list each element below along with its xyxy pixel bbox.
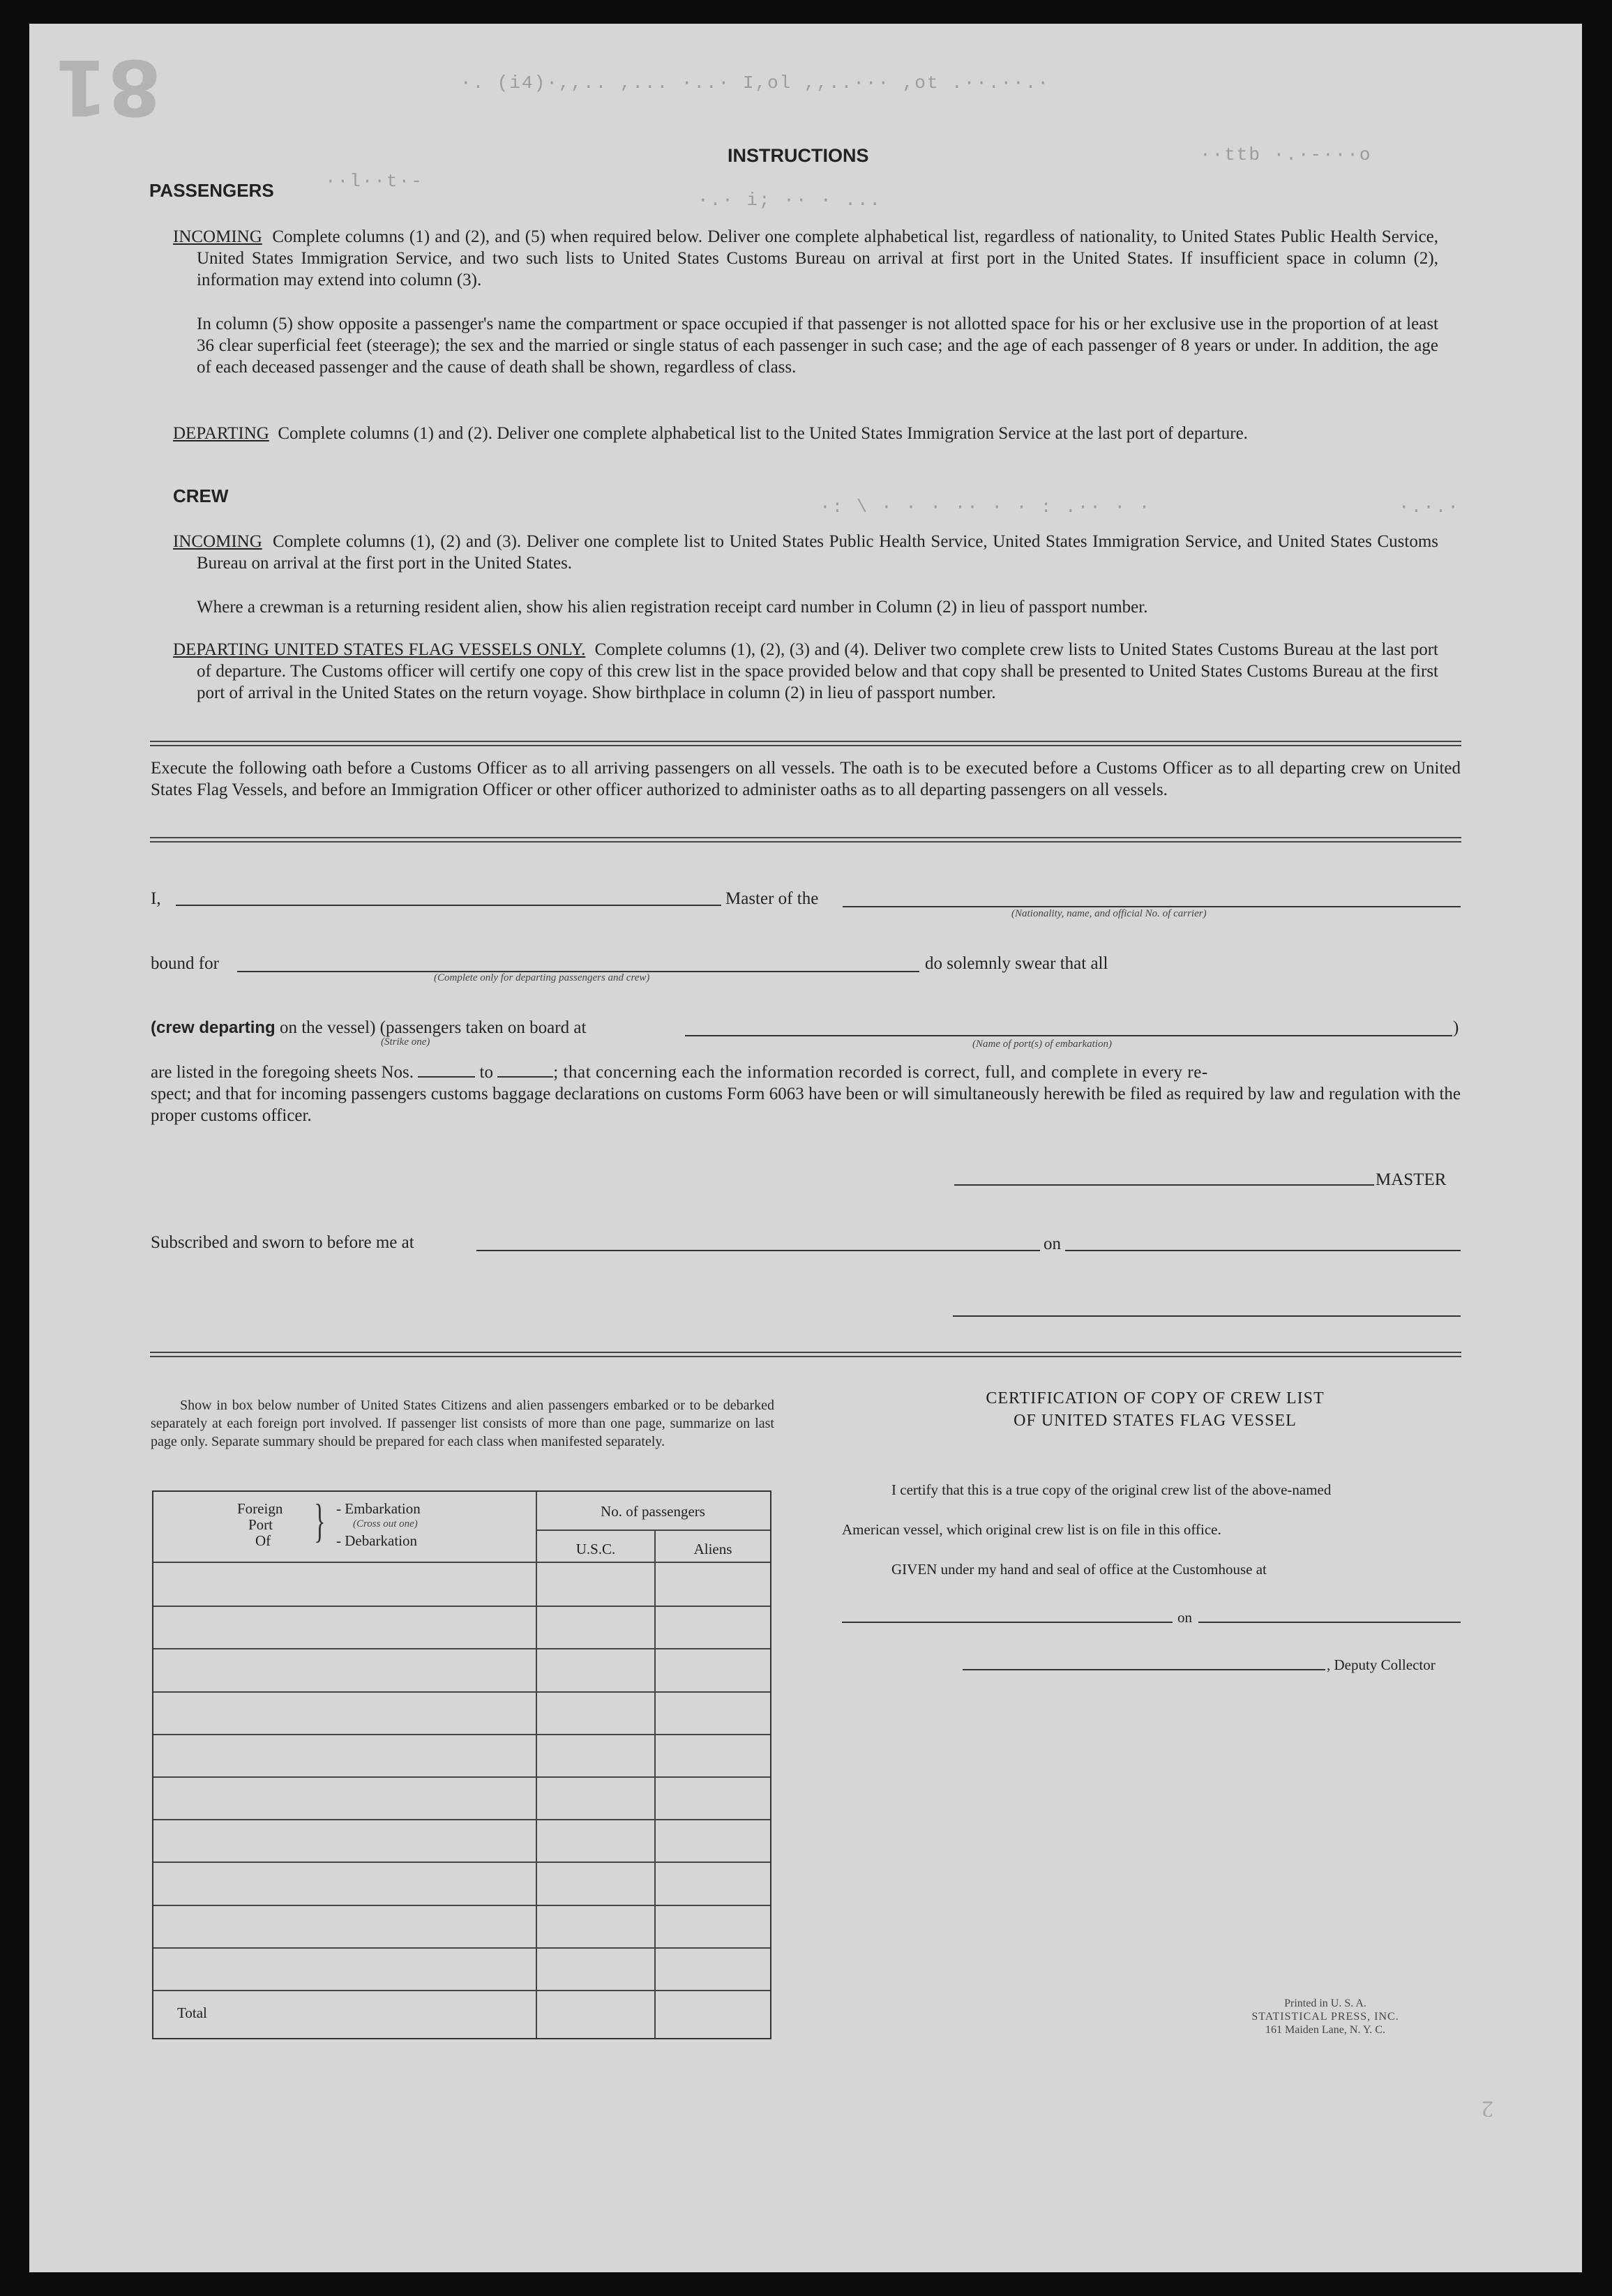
printer-line-3: 161 Maiden Lane, N. Y. C. (1265, 2024, 1385, 2036)
given-text: GIVEN under my hand and seal of office at the Customhouse at (891, 1561, 1267, 1578)
divider (150, 741, 1461, 746)
bleed-crew-right: ·.·.· (1399, 497, 1461, 518)
master-of-the: Master of the (725, 889, 819, 908)
master-label: MASTER (1376, 1170, 1447, 1189)
bleed-mid: ·.· i; ·· · ... (698, 190, 882, 211)
cross-out-hint: (Cross out one) (353, 1518, 418, 1530)
customhouse-field[interactable] (842, 1622, 1173, 1623)
cert-date-field[interactable] (1198, 1622, 1461, 1623)
printer-line-1: Printed in U. S. A. (1284, 1997, 1366, 2009)
sheets-to-field[interactable] (497, 1064, 553, 1078)
subscribed-label: Subscribed and sworn to before me at (151, 1233, 414, 1252)
box-instructions: Show in box below number of United States Citizens and alien passengers embarked or to be debarked separately at each foreign port involved. If passenger list consists of more than one page, summarize on last page only. Separate summary should be prepared for each class when manifested separately. (151, 1398, 774, 1449)
port-hint: (Name of port(s) of embarkation) (972, 1039, 1112, 1050)
crew-incoming-label: INCOMING (173, 532, 262, 551)
crew-incoming-block (173, 531, 1439, 574)
foreign-label: Foreign (237, 1500, 283, 1517)
master-name-field[interactable] (176, 905, 721, 906)
embarkation-label: - Embarkation (336, 1500, 421, 1517)
sworn-on-label: on (1044, 1234, 1061, 1253)
certify-text-1: I certify that this is a true copy of the original crew list of the above-named (891, 1481, 1332, 1498)
printer-line-2: STATISTICAL PRESS, INC. (1251, 2011, 1399, 2023)
of-label: Of (255, 1532, 271, 1549)
close-paren: ) (1453, 1018, 1459, 1037)
bleed-crew: ·: \ · · · ·· · · : .·· · · (820, 497, 1152, 518)
i-label: I, (151, 889, 161, 908)
departing-text: Complete columns (1) and (2). Deliver one complete alphabetical list to the United States Immigration Service at the last port of departure. (278, 424, 1248, 443)
no-passengers-header: No. of passengers (601, 1503, 705, 1520)
departing-hint: (Complete only for departing passengers and crew) (434, 972, 650, 983)
strike-one-hint: (Strike one) (381, 1036, 430, 1048)
embarkation-port-field[interactable] (685, 1035, 1452, 1036)
deputy-collector-label: , Deputy Collector (1327, 1656, 1436, 1673)
listed-to: to (479, 1063, 493, 1082)
crew-heading: CREW (173, 485, 229, 506)
aliens-header: Aliens (693, 1541, 732, 1557)
crew-passengers-line (151, 1017, 586, 1039)
port-summary-table (152, 1490, 771, 2039)
passengers-heading: PASSENGERS (149, 180, 274, 201)
carrier-hint: (Nationality, name, and official No. of carrier) (1011, 908, 1207, 919)
corner-number: 2 (1482, 2096, 1493, 2122)
sworn-date-field[interactable] (1065, 1250, 1461, 1251)
incoming-label: INCOMING (173, 227, 262, 246)
bound-for-label: bound for (151, 954, 219, 973)
sheet-number: 81 (54, 43, 162, 132)
bleed-header: ·. (i4)·,,.. ,... ·..· I,ol ,,..··· ,ot .··.··.· (460, 73, 1050, 93)
cert-on-label: on (1177, 1609, 1192, 1626)
master-signature-field[interactable] (954, 1184, 1374, 1186)
crew-departing-rest: on the vessel) (passengers taken on board at (279, 1018, 587, 1037)
bleed-left: ··l··t·- (325, 171, 423, 192)
swear-text: do solemnly swear that all (925, 954, 1108, 973)
brace-icon: } (314, 1494, 326, 1547)
certification-title-1: CERTIFICATION OF COPY OF CREW LIST (986, 1389, 1325, 1407)
flag-vessels-block (173, 639, 1439, 704)
execute-oath-text: Execute the following oath before a Customs Officer as to all arriving passengers on all vessels. The oath is to be executed before a Customs Officer as to all departing crew on United States Flag Vessels, and before an Immigration Officer or other officer authorized to administer oaths as to all departing passengers on all vessels. (151, 759, 1461, 799)
debarkation-label: - Debarkation (336, 1532, 418, 1549)
usc-header: U.S.C. (575, 1541, 616, 1557)
listed-text-b: ; that concerning each the information recorded is correct, full, and complete in every re- (553, 1063, 1208, 1082)
divider (150, 1352, 1461, 1357)
crew-departing-lead: (crew departing (151, 1018, 276, 1037)
departing-label: DEPARTING (173, 424, 269, 443)
total-label: Total (177, 2004, 207, 2021)
port-label: Port (248, 1516, 273, 1533)
certification-title-2: OF UNITED STATES FLAG VESSEL (1014, 1412, 1297, 1430)
sworn-place-field[interactable] (476, 1250, 1040, 1251)
crew-incoming-text: Complete columns (1), (2) and (3). Deliver one complete list to United States Public Health Service, United States Immigration Service, and United States Customs Bureau on arrival at the first port in the United States. (197, 532, 1439, 573)
deputy-signature-field[interactable] (963, 1669, 1325, 1670)
officer-signature-field[interactable] (953, 1315, 1461, 1317)
instructions-title: INSTRUCTIONS (728, 145, 869, 166)
listed-text-a: are listed in the foregoing sheets Nos. (151, 1063, 414, 1082)
flag-vessels-label: DEPARTING UNITED STATES FLAG VESSELS ONLY. (173, 640, 586, 659)
bleed-right: ··ttb ·.·-···o (1200, 144, 1372, 165)
passengers-departing-block (173, 423, 1438, 444)
certify-text-2: American vessel, which original crew list is on file in this office. (842, 1521, 1221, 1538)
carrier-field[interactable] (843, 906, 1461, 907)
column5-text: In column (5) show opposite a passenger's name the compartment or space occupied if that passenger is not allotted space for his or her exclusive use in the proportion of at least 36 clear superficial feet (steerage); the sex and the married or single status of each passenger in such case; and the age of each passenger of 8 years or under. In addition, the age of each deceased passenger and the cause of death shall be shown, regardless of class. (197, 315, 1438, 377)
listed-text-c: spect; and that for incoming passengers customs baggage declarations on customs Form 6063 have been or will simultaneously herewith be filed as required by law and regulation with the proper customs officer. (151, 1085, 1461, 1125)
alien-text: Where a crewman is a returning resident alien, show his alien registration receipt card number in Column (2) in lieu of passport number. (197, 598, 1148, 617)
incoming-text: Complete columns (1) and (2), and (5) when required below. Deliver one complete alphabetical list, regardless of nationality, to United States Public Health Service, United States Immigration Service, and two such lists to United States Customs Bureau on arrival at first port in the United States. If insufficient space in column (2), information may extend into column (3). (197, 227, 1439, 289)
flag-vessels-text: Complete columns (1), (2), (3) and (4). Deliver two complete crew lists to United States Customs Bureau at the last port of departure. The Customs officer will certify one copy of this crew list in the space provided below and that copy shall be presented to United States Customs Bureau at the first port of arrival in the United States on the return voyage. Show birthplace in column (2) in lieu of passport number. (197, 640, 1439, 702)
sheets-from-field[interactable] (418, 1064, 475, 1078)
listed-line (151, 1062, 1461, 1083)
divider (150, 837, 1461, 843)
passengers-incoming-block (173, 226, 1439, 291)
